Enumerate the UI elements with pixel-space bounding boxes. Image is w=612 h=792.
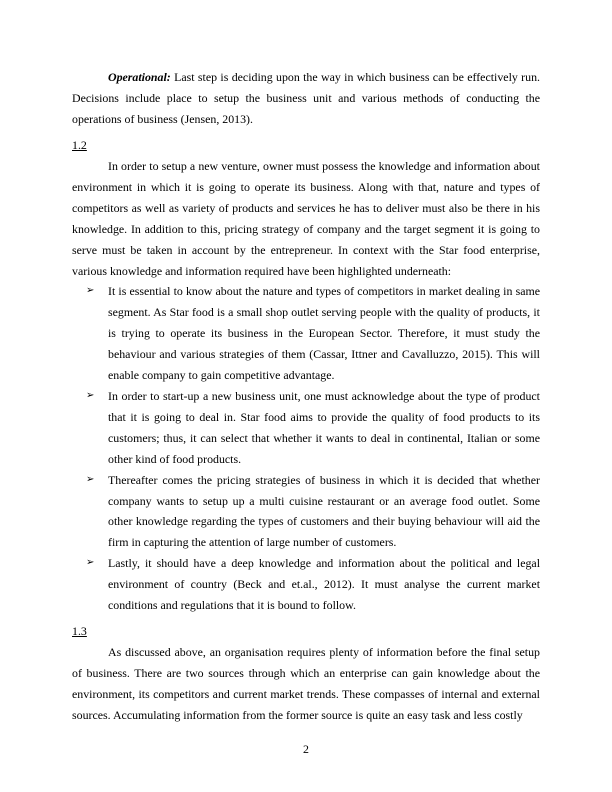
operational-text: Last step is deciding upon the way in which business can be effectively run. Decisions include place to setup the business unit and various methods of conducting the operations of business (Jensen, 2013). [72,70,540,126]
section-heading-1-3: 1.3 [72,624,87,639]
list-item-text: In order to start-up a new business unit, one must acknowledge about the type of product that it is going to deal in. Star food aims to provide the quality of food products to its customers; thus, it can select that whether it wants to deal in continental, Italian or some other kind of food products. [108,388,540,466]
arrow-bullet-icon: ➢ [86,473,95,485]
page-number: 2 [303,742,309,756]
list-item [72,553,540,616]
bullet-list [72,281,540,616]
list-item [72,386,540,470]
list-item-text: It is essential to know about the nature and types of competitors in market dealing in same segment. As Star food is a small shop outlet serving people with the quality of products, it is trying to operate its business in the European Sector. Therefore, it must study the behaviour and various strategies of them (Cassar, Ittner and Cavalluzzo, 2015). This will enable company to gain competitive advantage. [108,284,540,383]
operational-lead: Operational: [108,70,171,84]
list-item [72,281,540,386]
arrow-bullet-icon: ➢ [86,285,95,297]
arrow-bullet-icon: ➢ [86,389,95,401]
section-1-2-intro: In order to setup a new venture, owner must possess the knowledge and information about environment in which it is going to operate its business. Along with that, nature and types of competitors as well as variety of products and services he has to deliver must also be there in his knowledge. In addition to this, pricing strategy of company and the target segment it is going to serve must be taken in account by the entrepreneur. In context with the Star food enterprise, various knowledge and information required have been highlighted underneath: [72,159,540,278]
operational-paragraph [72,67,540,130]
section-heading-1-2: 1.2 [72,138,87,153]
list-item [72,470,540,554]
document-page [72,67,540,726]
list-item-text: Lastly, it should have a deep knowledge and information about the political and legal environment of country (Beck and et.al., 2012). It must analyse the current market conditions and regulations that it is bound to follow. [108,556,540,613]
section-1-3-text: As discussed above, an organisation requires plenty of information before the final setup of business. There are two sources through which an enterprise can gain knowledge about the environment, its competitors and current market trends. These compasses of internal and external sources. Accumulating information from the former source is quite an easy task and less costly [72,645,540,722]
list-item-text: Thereafter comes the pricing strategies of business in which it is decided that whether company wants to setup up a multi cuisine restaurant or an average food outlet. Some other knowledge regarding the types of customers and their buying behaviour will aid the firm in capturing the attention of large number of customers. [108,472,540,550]
arrow-bullet-icon: ➢ [86,557,95,569]
